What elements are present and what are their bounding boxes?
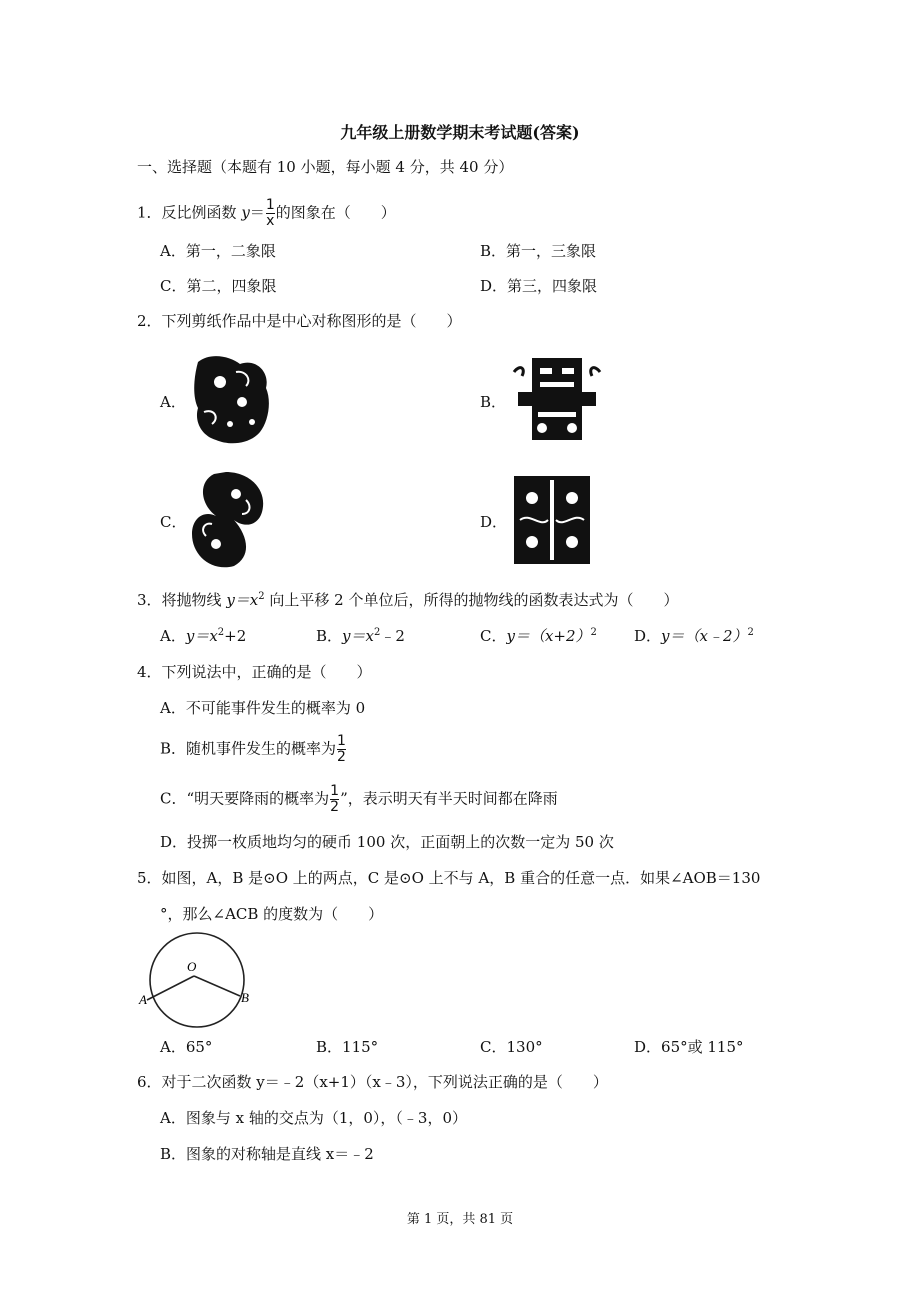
q2-option-b-label: B． (480, 393, 507, 411)
q3-b-label: B． (316, 627, 343, 645)
papercut-image-d (510, 472, 594, 568)
page-title: 九年级上册数学期末考试题(答案) (340, 123, 580, 142)
q3-c-label: C． (480, 627, 507, 645)
q4-b-frac-denominator: 2 (337, 749, 346, 765)
q1-frac-denominator: x (266, 213, 275, 229)
q3-stem-expression: y＝x (226, 591, 259, 609)
question-6-stem: 6．对于二次函数 y＝﹣2（x+1）（x﹣3），下列说法正确的是（ ） (137, 1073, 608, 1091)
q3-stem-exponent: 2 (258, 591, 265, 602)
page-footer: 第 1 页，共 81 页 (406, 1212, 514, 1227)
q3-b-exponent: 2 (373, 627, 381, 638)
q4-c-frac-numerator: 1 (330, 783, 340, 799)
q1-equals: ＝ (249, 203, 265, 222)
q1-fraction (266, 198, 275, 229)
q3-option-d (634, 626, 754, 646)
q5-option-b: B．115° (316, 1038, 379, 1056)
circle-figure (137, 932, 257, 1032)
q4-option-a: A．不可能事件发生的概率为 0 (160, 699, 366, 717)
q6-option-a: A．图象与 x 轴的交点为（1，0），（﹣3，0） (160, 1109, 468, 1127)
q1-option-b: B．第一，三象限 (480, 242, 597, 260)
q3-b-tail: ﹣2 (380, 627, 405, 645)
q4-c-fraction (330, 784, 339, 815)
q3-a-expression: y＝x (185, 627, 218, 645)
q1-stem-suffix: 的图象在（ ） (275, 203, 396, 222)
q3-a-label: A． (160, 627, 186, 645)
q4-b-text: B．随机事件发生的概率为 (160, 739, 337, 758)
q3-c-expression: y＝（x+2） (506, 627, 591, 645)
question-2-stem: 2．下列剪纸作品中是中心对称图形的是（ ） (137, 312, 462, 330)
q3-b-expression: y＝x (342, 627, 374, 645)
q1-stem-prefix: 1．反比例函数 (137, 203, 242, 222)
q1-option-d: D．第三，四象限 (480, 277, 598, 295)
q3-d-label: D． (634, 627, 662, 645)
q6-option-b: B．图象的对称轴是直线 x＝﹣2 (160, 1145, 374, 1163)
q4-b-fraction (337, 734, 346, 765)
q3-d-expression: y＝（x﹣2） (661, 627, 748, 645)
q2-option-d-label: D． (480, 513, 508, 531)
q4-c-frac-denominator: 2 (330, 799, 340, 815)
label-a: A (139, 992, 147, 1007)
papercut-image-c (186, 470, 270, 570)
question-5-stem-line-1: 5．如图，A，B 是⊙O 上的两点，C 是⊙O 上不与 A，B 重合的任意一点．如果∠AOB＝130 (137, 869, 761, 887)
radius-ob (194, 976, 240, 996)
q3-a-exponent: 2 (217, 627, 225, 638)
question-3-stem (137, 590, 678, 610)
q1-option-a: A．第一，二象限 (160, 242, 276, 260)
question-5-stem-line-2: °，那么∠ACB 的度数为（ ） (160, 905, 384, 923)
q4-c-text-end: ”，表示明天有半天时间都在降雨 (340, 789, 558, 808)
label-o: O (187, 959, 197, 974)
papercut-image-a (190, 352, 272, 446)
q1-option-c: C．第二，四象限 (160, 277, 277, 295)
q5-option-a: A．65° (160, 1038, 213, 1056)
q3-option-b (316, 626, 405, 646)
question-4-stem: 4．下列说法中，正确的是（ ） (137, 663, 372, 681)
q5-option-c: C．130° (480, 1038, 543, 1056)
label-b: B (241, 990, 249, 1005)
q3-option-c (480, 626, 597, 646)
q3-stem-prefix: 3．将抛物线 (137, 591, 227, 609)
q3-a-tail: +2 (224, 627, 247, 645)
papercut-image-b (512, 352, 602, 446)
radius-oa (147, 976, 194, 1000)
q4-option-b (160, 734, 347, 765)
section-heading: 一、选择题（本题有 10 小题，每小题 4 分，共 40 分） (137, 158, 514, 176)
q4-option-d: D．投掷一枚质地均匀的硬币 100 次，正面朝上的次数一定为 50 次 (160, 833, 614, 851)
q1-frac-numerator: 1 (265, 197, 275, 213)
q2-option-a-label: A． (160, 393, 186, 411)
q1-var-y: y (241, 203, 250, 222)
q3-option-a (160, 626, 246, 646)
q5-option-d: D．65°或 115° (634, 1038, 744, 1056)
q4-b-frac-numerator: 1 (337, 733, 346, 749)
question-1-stem (137, 198, 396, 229)
q2-option-c-label: C． (160, 513, 187, 531)
q4-option-c (160, 784, 558, 815)
q3-d-exponent: 2 (747, 627, 754, 638)
q3-stem-suffix: 向上平移 2 个单位后，所得的抛物线的函数表达式为（ ） (264, 591, 679, 609)
q4-c-text: C．“明天要降雨的概率为 (160, 789, 330, 808)
q3-c-exponent: 2 (590, 627, 597, 638)
circle-o (150, 933, 244, 1027)
